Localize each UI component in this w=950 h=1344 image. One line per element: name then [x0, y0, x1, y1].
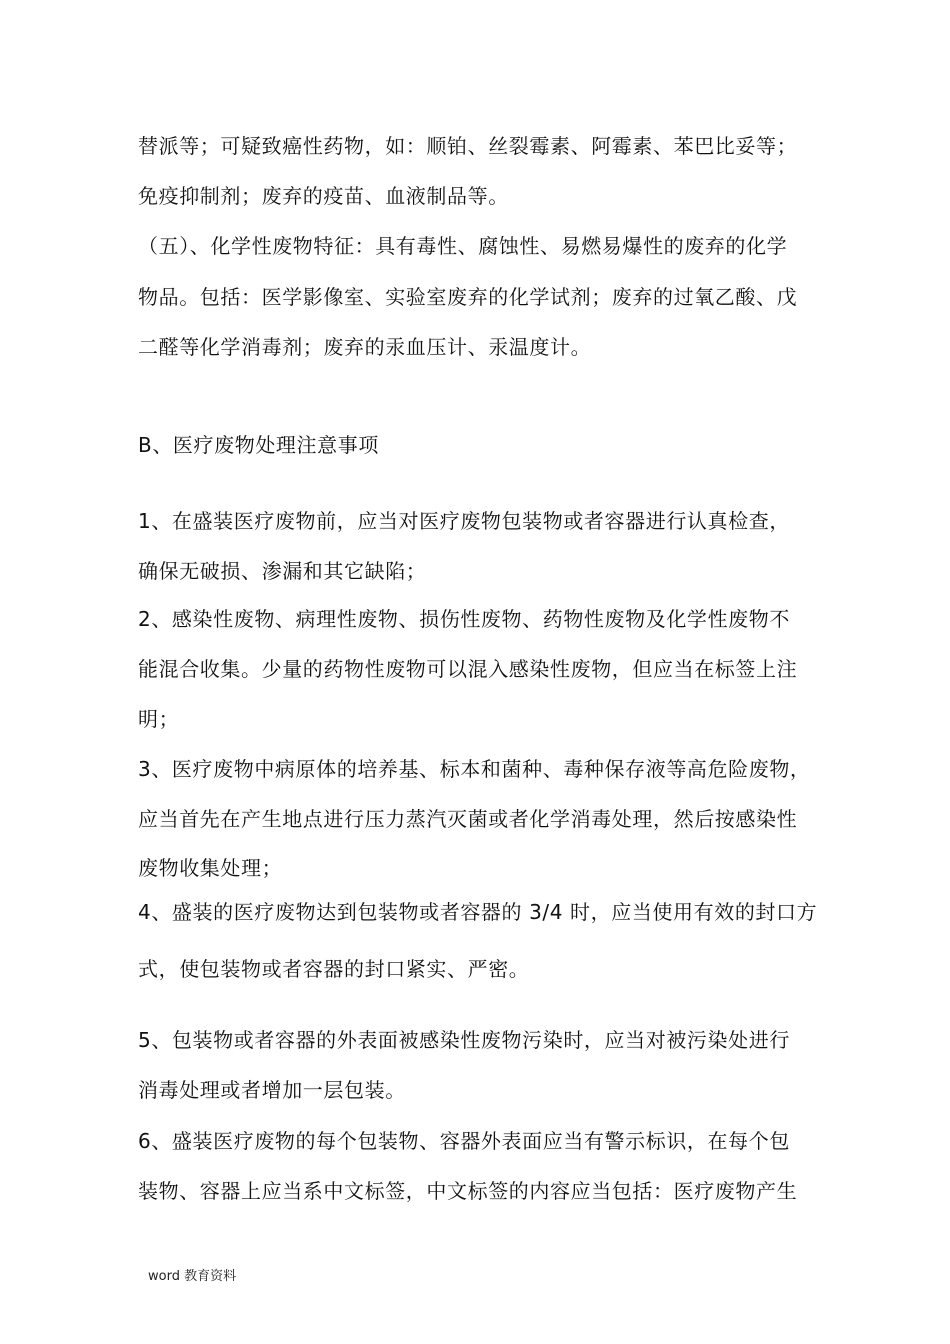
text-line: 明； [138, 707, 180, 731]
text-line: 确保无破损、渗漏和其它缺陷； [138, 559, 427, 583]
text-line: 6、盛装医疗废物的每个包装物、容器外表面应当有警示标识，在每个包 [138, 1129, 790, 1153]
text-line: 式，使包装物或者容器的封口紧实、严密。 [138, 957, 530, 981]
text-line: （五）、化学性废物特征：具有毒性、腐蚀性、易燃易爆性的废弃的化学 [138, 234, 788, 258]
text-line: 5、包装物或者容器的外表面被感染性废物污染时，应当对被污染处进行 [138, 1028, 790, 1052]
text-line: 消毒处理或者增加一层包装。 [138, 1078, 406, 1102]
text-line: 应当首先在产生地点进行压力蒸汽灭菌或者化学消毒处理，然后按感染性 [138, 807, 798, 831]
text-line: 3、医疗废物中病原体的培养基、标本和菌种、毒种保存液等高危险废物， [138, 757, 811, 781]
text-line: 2、感染性废物、病理性废物、损伤性废物、药物性废物及化学性废物不 [138, 607, 790, 631]
page-footer: word 教育资料 [148, 1269, 237, 1284]
text-line: 能混合收集。少量的药物性废物可以混入感染性废物，但应当在标签上注 [138, 657, 798, 681]
text-line: 4、盛装的医疗废物达到包装物或者容器的 3/4 时，应当使用有效的封口方 [138, 900, 818, 924]
text-line: 1、在盛装医疗废物前，应当对医疗废物包装物或者容器进行认真检查， [138, 509, 790, 533]
text-line: 免疫抑制剂；废弃的疫苗、血液制品等。 [138, 184, 509, 208]
text-line: 物品。包括：医学影像室、实验室废弃的化学试剂；废弃的过氧乙酸、戊 [138, 285, 798, 309]
section-heading: B、医疗废物处理注意事项 [138, 433, 379, 457]
text-line: 装物、容器上应当系中文标签，中文标签的内容应当包括：医疗废物产生 [138, 1179, 798, 1203]
text-line: 废物收集处理； [138, 856, 283, 880]
text-line: 替派等；可疑致癌性药物，如：顺铂、丝裂霉素、阿霉素、苯巴比妥等； [138, 134, 798, 158]
text-line: 二醛等化学消毒剂；废弃的汞血压计、汞温度计。 [138, 335, 592, 359]
